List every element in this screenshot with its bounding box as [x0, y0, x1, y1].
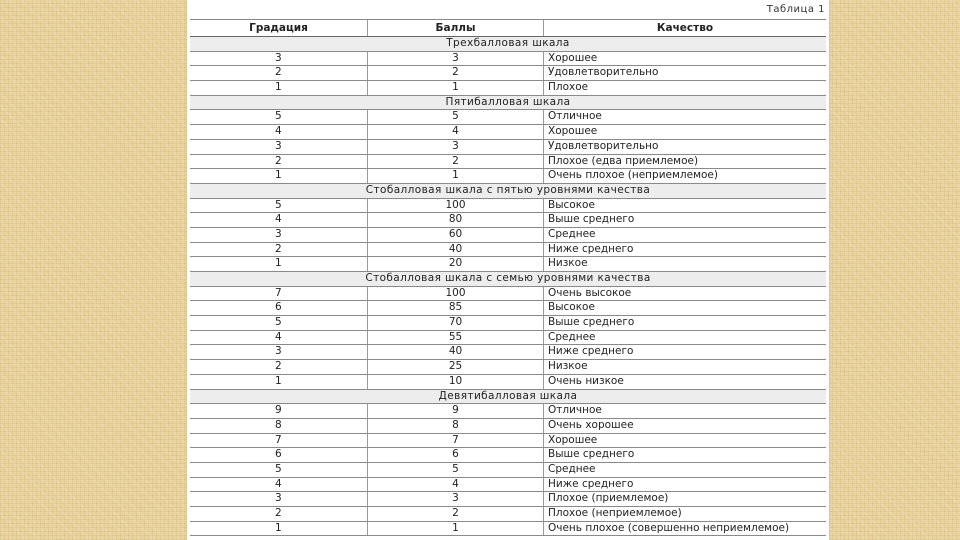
points-cell: 100	[368, 199, 544, 213]
section-header-row	[190, 390, 826, 405]
table-row	[190, 155, 826, 170]
grade-cell: 3	[190, 492, 368, 506]
grade-cell: 6	[190, 301, 368, 315]
table-row	[190, 81, 826, 96]
quality-cell: Выше среднего	[548, 448, 635, 461]
table-header-row	[190, 20, 826, 37]
grade-cell: 2	[190, 507, 368, 521]
grade-cell: 5	[190, 316, 368, 330]
quality-cell: Очень низкое	[548, 374, 624, 387]
quality-cell: Ниже среднего	[548, 345, 634, 358]
points-cell: 2	[368, 66, 544, 80]
grade-cell: 5	[190, 110, 368, 124]
points-cell: 4	[368, 478, 544, 492]
quality-cell: Плохое (приемлемое)	[548, 492, 669, 505]
quality-cell: Очень высокое	[548, 286, 632, 299]
grade-cell: 4	[190, 125, 368, 139]
points-cell: 3	[368, 492, 544, 506]
quality-cell: Высокое	[548, 301, 595, 314]
section-title: Стобалловая шкала с пятью уровнями качества	[365, 183, 651, 196]
quality-cell: Хорошее	[548, 125, 598, 138]
grade-cell: 3	[190, 345, 368, 359]
table-row	[190, 448, 826, 463]
points-cell: 5	[368, 463, 544, 477]
grade-cell: 3	[190, 228, 368, 242]
grade-cell: 7	[190, 434, 368, 448]
points-cell: 1	[368, 522, 544, 536]
grade-cell: 6	[190, 448, 368, 462]
table-row	[190, 169, 826, 184]
quality-cell: Выше среднего	[548, 213, 635, 226]
grade-cell: 5	[190, 199, 368, 213]
table-row	[190, 110, 826, 125]
grading-scales-table	[190, 19, 826, 536]
section-header-row	[190, 37, 826, 52]
header-quality: Качество	[656, 22, 714, 34]
points-cell: 9	[368, 404, 544, 418]
points-cell: 5	[368, 110, 544, 124]
points-cell: 10	[368, 375, 544, 389]
section-title: Девятибалловая шкала	[438, 389, 578, 402]
points-cell: 60	[368, 228, 544, 242]
quality-cell: Ниже среднего	[548, 242, 634, 255]
quality-cell: Выше среднего	[548, 316, 635, 329]
points-cell: 6	[368, 448, 544, 462]
points-cell: 40	[368, 345, 544, 359]
quality-cell: Ниже среднего	[548, 477, 634, 490]
quality-cell: Плохое	[548, 81, 589, 94]
table-row	[190, 331, 826, 346]
table-row	[190, 228, 826, 243]
quality-cell: Очень хорошее	[548, 418, 634, 431]
quality-cell: Хорошее	[548, 433, 598, 446]
grade-cell: 2	[190, 155, 368, 169]
points-cell: 80	[368, 213, 544, 227]
table-row	[190, 213, 826, 228]
section-title: Стобалловая шкала с семью уровнями качества	[365, 272, 651, 284]
quality-cell: Хорошее	[548, 51, 598, 64]
grade-cell: 3	[190, 140, 368, 154]
table-row	[190, 478, 826, 493]
grade-cell: 1	[190, 169, 368, 183]
grade-cell: 9	[190, 404, 368, 418]
points-cell: 2	[368, 155, 544, 169]
table-row	[190, 507, 826, 522]
table-row	[190, 345, 826, 360]
table-row	[190, 463, 826, 478]
section-header-row	[190, 184, 826, 199]
table-row	[190, 492, 826, 507]
quality-cell: Очень плохое (неприемлемое)	[548, 169, 718, 182]
grade-cell: 1	[190, 81, 368, 95]
table-row	[190, 375, 826, 390]
quality-cell: Среднее	[548, 227, 596, 240]
points-cell: 3	[368, 140, 544, 154]
document-sheet	[187, 0, 829, 540]
table-row	[190, 301, 826, 316]
grade-cell: 1	[190, 522, 368, 536]
points-cell: 4	[368, 125, 544, 139]
points-cell: 85	[368, 301, 544, 315]
points-cell: 1	[368, 169, 544, 183]
quality-cell: Низкое	[548, 257, 588, 270]
table-row	[190, 287, 826, 302]
grade-cell: 1	[190, 375, 368, 389]
section-title: Пятибалловая шкала	[445, 95, 571, 108]
quality-cell: Среднее	[548, 462, 596, 475]
table-row	[190, 140, 826, 155]
table-row	[190, 52, 826, 67]
grade-cell: 5	[190, 463, 368, 477]
grade-cell: 4	[190, 213, 368, 227]
table-row	[190, 522, 826, 537]
quality-cell: Удовлетворительно	[548, 66, 659, 79]
quality-cell: Очень плохое (совершенно неприемлемое)	[548, 521, 790, 534]
quality-cell: Плохое (едва приемлемое)	[548, 154, 699, 167]
table-row	[190, 360, 826, 375]
grade-cell: 4	[190, 331, 368, 345]
grade-cell: 4	[190, 478, 368, 492]
points-cell: 3	[368, 52, 544, 66]
table-body	[190, 37, 826, 536]
points-cell: 1	[368, 81, 544, 95]
points-cell: 40	[368, 243, 544, 257]
points-cell: 100	[368, 287, 544, 301]
table-row	[190, 243, 826, 258]
header-gradation: Градация	[190, 20, 368, 36]
table-row	[190, 125, 826, 140]
grade-cell: 1	[190, 257, 368, 271]
grade-cell: 7	[190, 287, 368, 301]
quality-cell: Отличное	[548, 404, 602, 417]
table-row	[190, 419, 826, 434]
quality-cell: Отличное	[548, 110, 602, 123]
table-row	[190, 434, 826, 449]
grade-cell: 2	[190, 243, 368, 257]
points-cell: 7	[368, 434, 544, 448]
section-header-row	[190, 272, 826, 287]
table-row	[190, 199, 826, 214]
points-cell: 8	[368, 419, 544, 433]
points-cell: 70	[368, 316, 544, 330]
section-title: Трехбалловая шкала	[446, 37, 570, 49]
table-row	[190, 257, 826, 272]
points-cell: 25	[368, 360, 544, 374]
table-row	[190, 316, 826, 331]
grade-cell: 2	[190, 66, 368, 80]
quality-cell: Среднее	[548, 330, 596, 343]
points-cell: 2	[368, 507, 544, 521]
table-row	[190, 66, 826, 81]
table-caption: Таблица 1	[766, 4, 825, 15]
grade-cell: 2	[190, 360, 368, 374]
quality-cell: Плохое (неприемлемое)	[548, 507, 682, 519]
grade-cell: 3	[190, 52, 368, 66]
table-row	[190, 404, 826, 419]
quality-cell: Низкое	[548, 360, 588, 373]
section-header-row	[190, 96, 826, 111]
grade-cell: 8	[190, 419, 368, 433]
points-cell: 55	[368, 331, 544, 345]
header-points: Баллы	[368, 20, 544, 36]
quality-cell: Удовлетворительно	[548, 139, 659, 152]
points-cell: 20	[368, 257, 544, 271]
quality-cell: Высокое	[548, 198, 595, 211]
